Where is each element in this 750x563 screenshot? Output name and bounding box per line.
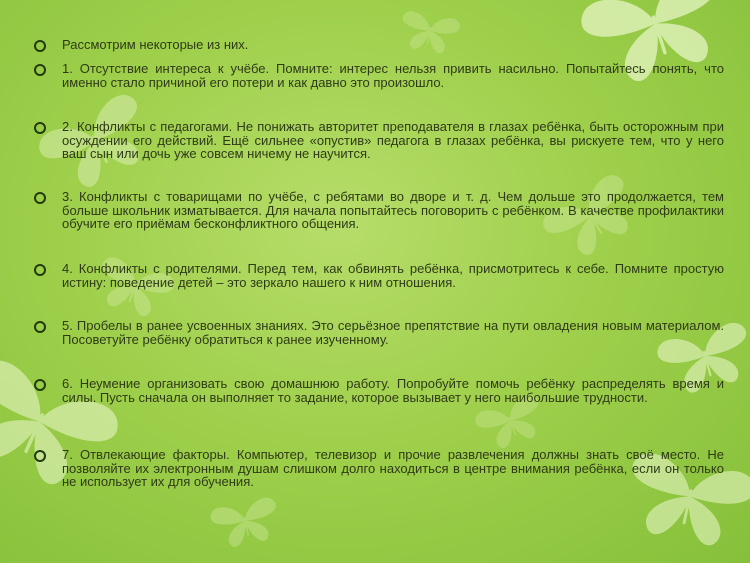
list-item — [34, 319, 724, 346]
bullet-circle-icon — [34, 122, 46, 134]
list-item-text: 2. Конфликты с педагогами. Не понижать авторитет преподавателя в глазах ребёнка, быть осторожным при осуждении его действий. Ещё сильнее «опустив» педагога в глазах ребёнка, вы рискуете тем, что у него ваш сын или дочь уже совсем ничему не научится. — [62, 119, 724, 161]
list-item-text: 6. Неумение организовать свою домашнюю работу. Попробуйте помочь ребёнку распределять время и силы. Пусть сначала он выполняет то задание, которое вызывает у него наибольшие трудности. — [62, 376, 724, 405]
list-item-text: 5. Пробелы в ранее усвоенных знаниях. Это серьёзное препятствие на пути овладения новым материалом. Посоветуйте ребёнку обратиться к ранее изученному. — [62, 318, 724, 347]
list-item — [34, 190, 724, 231]
list-item — [34, 120, 724, 161]
list-item-text: 7. Отвлекающие факторы. Компьютер, телевизор и прочие развлечения должны знать своё место. Не позволяйте их электронным душам слишком долго находиться в центре внимания ребёнка, если он только не использует их для обучения. — [62, 447, 724, 489]
list-item — [34, 62, 724, 89]
list-item-text: 4. Конфликты с родителями. Перед тем, как обвинять ребёнка, присмотритесь к себе. Помните простую истину: поведение детей – это зеркало нашего к ним отношения. — [62, 261, 724, 290]
bullet-circle-icon — [34, 40, 46, 52]
bullet-circle-icon — [34, 192, 46, 204]
list-item — [34, 262, 724, 289]
bullet-circle-icon — [34, 450, 46, 462]
bullet-circle-icon — [34, 264, 46, 276]
bullet-circle-icon — [34, 321, 46, 333]
list-item-text: Рассмотрим некоторые из них. — [62, 37, 249, 52]
list-item-text: 1. Отсутствие интереса к учёбе. Помните: интерес нельзя привить насильно. Попытайтесь понять, что именно стало причиной его потери и как давно это произошло. — [62, 61, 724, 90]
list-item — [34, 448, 724, 489]
bullet-circle-icon — [34, 64, 46, 76]
list-item — [34, 377, 724, 404]
bullet-circle-icon — [34, 379, 46, 391]
list-item — [34, 38, 724, 52]
list-item-text: 3. Конфликты с товарищами по учёбе, с ребятами во дворе и т. д. Чем дольше это продолжается, тем больше школьник изматывается. Для начала попытайтесь поговорить с ребёнком. В качестве профилактики обучите его приёмам бесконфликтного общения. — [62, 189, 724, 231]
